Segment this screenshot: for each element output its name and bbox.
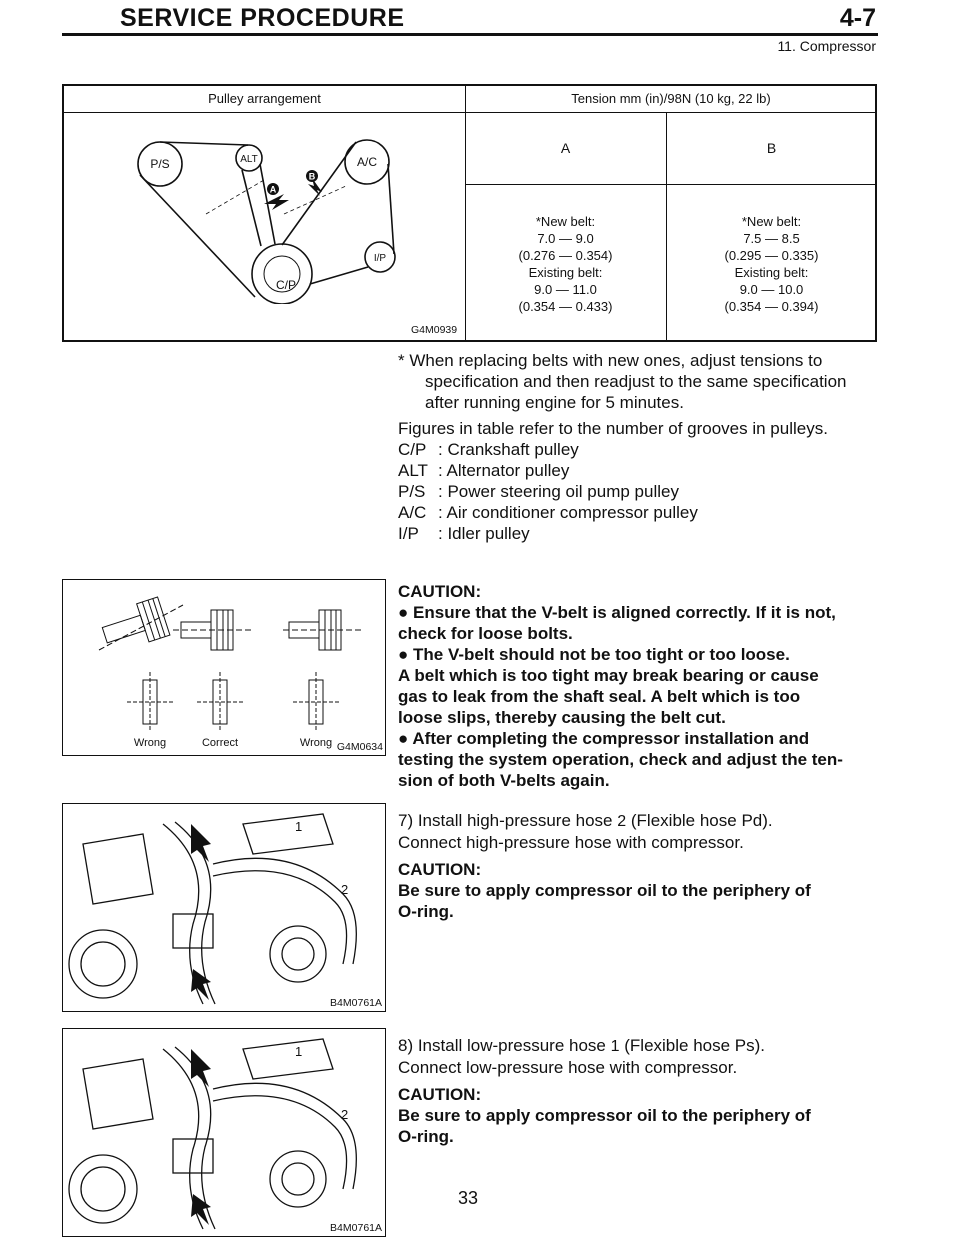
col-a-header: A (560, 140, 571, 156)
legend-item: ALT : Alternator pulley (398, 461, 570, 480)
figure-code: B4M0761A (330, 1222, 382, 1234)
high-pressure-hose-photo (62, 803, 386, 1012)
diagram-label-cp: C/P (275, 278, 297, 292)
label-wrong-right: Wrong (299, 737, 333, 749)
diagram-label-b: B (308, 171, 316, 182)
col-header-tension: Tension mm (in)/98N (10 kg, 22 lb) (571, 91, 771, 106)
alignment-diagram (63, 580, 385, 755)
label-wrong-left: Wrong (133, 737, 167, 749)
page-number: 33 (458, 1188, 479, 1208)
figure-code: G4M0939 (411, 324, 458, 336)
pulley-diagram (124, 134, 424, 304)
table-header-rule (64, 112, 875, 113)
step-7: 7) Install high-pressure hose 2 (Flexible hose Pd). Connect high-pressure hose with compressor. CAUTION: Be sure to apply compressor oil to the periphery of O-ring. (398, 811, 811, 921)
callout-2: 2 (341, 882, 349, 897)
callout-1: 1 (295, 1044, 303, 1059)
pulley-table (62, 84, 877, 342)
legend-item: A/C : Air conditioner compressor pulley (398, 503, 698, 522)
figure-code: G4M0634 (336, 741, 383, 753)
circled-number: 2 (617, 813, 627, 830)
figure-code: B4M0761A (330, 997, 382, 1009)
bullet-icon: ● (398, 603, 409, 622)
diagram-label-ac: A/C (356, 155, 378, 169)
diagram-label-ps: P/S (150, 157, 170, 171)
legend-item: I/P : Idler pulley (398, 524, 530, 543)
col-header-pulley: Pulley arrangement (208, 91, 321, 106)
col-b-values: *New belt: 7.5 — 8.5 (0.295 — 0.335) Existing belt: 9.0 — 10.0 (0.354 — 0.394) (724, 214, 819, 314)
replacement-note: * When replacing belts with new ones, adjust tensions to specification and then readjust to the same specification after running engine for 5 minutes. Figures in table refer to the number of grooves in pulleys. C/P : Crankshaft pulley ALT : Alternator pulley P/S : Power steering oil pump pulley A/C : Air conditioner compressor pulley I/P : Idler pulley (398, 350, 878, 544)
legend-list (398, 439, 878, 544)
section-title: SERVICE PROCEDURE (120, 4, 405, 32)
figures-note: Figures in table refer to the number of grooves in pulleys. (398, 419, 828, 438)
col-b-header: B (766, 140, 777, 156)
callout-1: 1 (295, 819, 303, 834)
label-correct: Correct (201, 737, 239, 749)
alignment-figure (62, 579, 386, 756)
table-ab-rule (465, 184, 875, 185)
callout-2: 2 (341, 1107, 349, 1122)
alignment-caution: CAUTION: ● Ensure that the V-belt is aligned correctly. If it is not, check for loose bolts. ● The V-belt should not be too tight or too loose. A belt which is too tight may break bearing or cause gas to leak from the shaft seal. A belt which is too loose slips, thereby causing the belt cut. ● After completing the compressor installation and testing the system operation, check and adjust the ten- sion of both V-belts again. (398, 582, 843, 790)
section-number: 4-7 (839, 4, 876, 32)
bullet-icon: ● (398, 645, 409, 664)
circled-number: 1 (610, 1038, 620, 1055)
header-rule (62, 33, 878, 36)
legend-item: C/P : Crankshaft pulley (398, 440, 579, 459)
diagram-label-a: A (269, 184, 277, 195)
col-a-values: *New belt: 7.0 — 9.0 (0.276 — 0.354) Existing belt: 9.0 — 11.0 (0.354 — 0.433) (518, 214, 613, 314)
legend-item: P/S : Power steering oil pump pulley (398, 482, 679, 501)
step-8: 8) Install low-pressure hose 1 (Flexible hose Ps). Connect low-pressure hose with compressor. CAUTION: Be sure to apply compressor oil to the periphery of O-ring. (398, 1036, 811, 1146)
bullet-icon: ● (398, 729, 409, 748)
diagram-label-alt: ALT (240, 154, 258, 165)
low-pressure-hose-photo (62, 1028, 386, 1237)
section-subtitle: 11. Compressor (777, 38, 876, 54)
diagram-label-ip: I/P (373, 253, 387, 264)
